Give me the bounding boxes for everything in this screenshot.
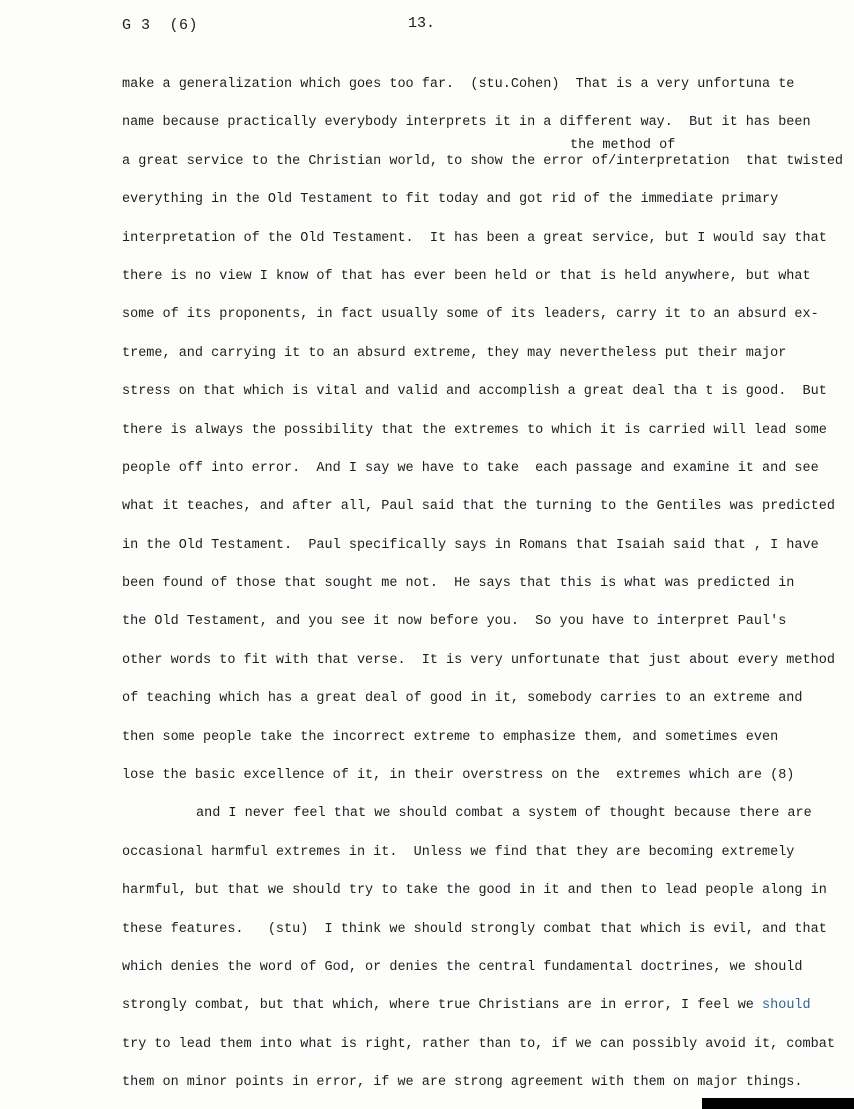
text-line: in the Old Testament. Paul specifically says in Romans that Isaiah said that , I have xyxy=(122,537,819,553)
text-line: there is no view I know of that has ever been held or that is held anywhere, but what xyxy=(122,268,811,284)
text-line: harmful, but that we should try to take the good in it and then to lead people along in xyxy=(122,883,827,899)
text-line: them on minor points in error, if we are strong agreement with them on major things. xyxy=(122,1075,803,1091)
body-lines xyxy=(122,66,848,1103)
text-line: try to lead them into what is right, rather than to, if we can possibly avoid it, combat xyxy=(122,1036,835,1052)
text-line: then some people take the incorrect extreme to emphasize them, and sometimes even xyxy=(122,729,779,745)
text-line: treme, and carrying it to an absurd extreme, they may nevertheless put their major xyxy=(122,345,787,361)
text-line: what it teaches, and after all, Paul said that the turning to the Gentiles was predicted xyxy=(122,499,835,515)
scan-artifact-bar xyxy=(702,1098,854,1109)
text-line: of teaching which has a great deal of good in it, somebody carries to an extreme and xyxy=(122,691,803,707)
page-number: 13. xyxy=(408,15,436,32)
text-line: there is always the possibility that the extremes to which it is carried will lead some xyxy=(122,422,827,438)
interlinear-insertion: the method of xyxy=(570,137,676,153)
text-line: a great service to the Christian world, to show the error of/interpretation that twisted the method of xyxy=(122,137,844,169)
text-line: interpretation of the Old Testament. It has been a great service, but I would say that xyxy=(122,230,827,246)
text-line: people off into error. And I say we have to take each passage and examine it and see xyxy=(122,460,819,476)
text-line: and I never feel that we should combat a system of thought because there are xyxy=(196,806,812,822)
text-line: lose the basic excellence of it, in their overstress on the extremes which are (8) xyxy=(122,768,795,784)
text-line: which denies the word of God, or denies the central fundamental doctrines, we should xyxy=(122,959,803,975)
text-line: some of its proponents, in fact usually some of its leaders, carry it to an absurd ex- xyxy=(122,307,819,323)
text-segment: should xyxy=(762,998,811,1014)
text-line: everything in the Old Testament to fit today and got rid of the immediate primary xyxy=(122,192,779,208)
text-line: stress on that which is vital and valid and accomplish a great deal tha t is good. But xyxy=(122,384,827,400)
text-line: make a generalization which goes too far. (stu.Cohen) That is a very unfortuna te xyxy=(122,77,795,92)
document-reference: G 3 (6) xyxy=(122,17,199,34)
text-line: name because practically everybody interprets it in a different way. But it has been xyxy=(122,115,811,131)
text-line: the Old Testament, and you see it now before you. So you have to interpret Paul's xyxy=(122,614,787,630)
text-segment: strongly combat, but that which, where true Christians are in error, I feel we xyxy=(122,998,763,1014)
text-line: other words to fit with that verse. It is very unfortunate that just about every method xyxy=(122,652,835,668)
text-line: these features. (stu) I think we should strongly combat that which is evil, and that xyxy=(122,921,827,937)
text-line: occasional harmful extremes in it. Unless we find that they are becoming extremely xyxy=(122,844,795,860)
text-line: been found of those that sought me not. He says that this is what was predicted in xyxy=(122,576,795,592)
text-line xyxy=(122,987,848,1025)
